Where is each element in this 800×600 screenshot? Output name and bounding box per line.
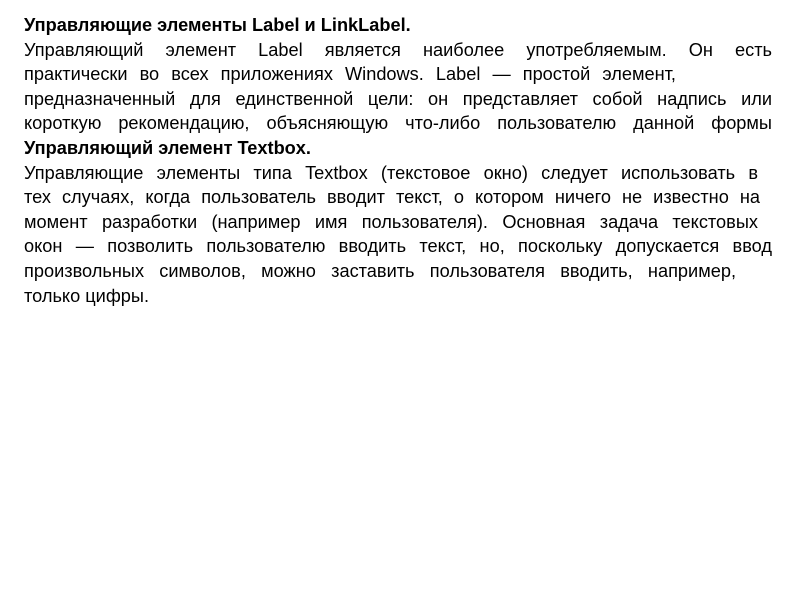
text-block — [24, 13, 772, 308]
paragraph-line: произвольных символов, можно заставить пользователя вводить, например, — [24, 260, 736, 281]
section-heading-label-linklabel: Управляющие элементы Label и LinkLabel. — [24, 15, 411, 35]
section-heading-textbox: Управляющий элемент Textbox. — [24, 137, 311, 158]
paragraph-line: только цифры. — [24, 285, 150, 306]
paragraph-line: предназначенный для единственной цели: он представляет собой надпись или — [24, 88, 772, 109]
paragraph-line: момент разработки (например имя пользователя). Основная задача текстовых — [24, 211, 758, 232]
paragraph-line: Управляющие элементы типа Textbox (текстовое окно) следует использовать в — [24, 162, 758, 183]
paragraph-line: тех случаях, когда пользователь вводит текст, о котором ничего не известно на — [24, 187, 760, 208]
paragraph-line: Управляющий элемент Label является наиболее употребляемым. Он есть — [24, 39, 772, 60]
paragraph-line: короткую рекомендацию, объясняющую что-либо пользователю данной формы — [24, 113, 772, 134]
paragraph-line: окон — позволить пользователю вводить текст, но, поскольку допускается ввод — [24, 236, 772, 257]
paragraph-line: практически во всех приложениях Windows. Label — простой элемент, — [24, 64, 676, 85]
